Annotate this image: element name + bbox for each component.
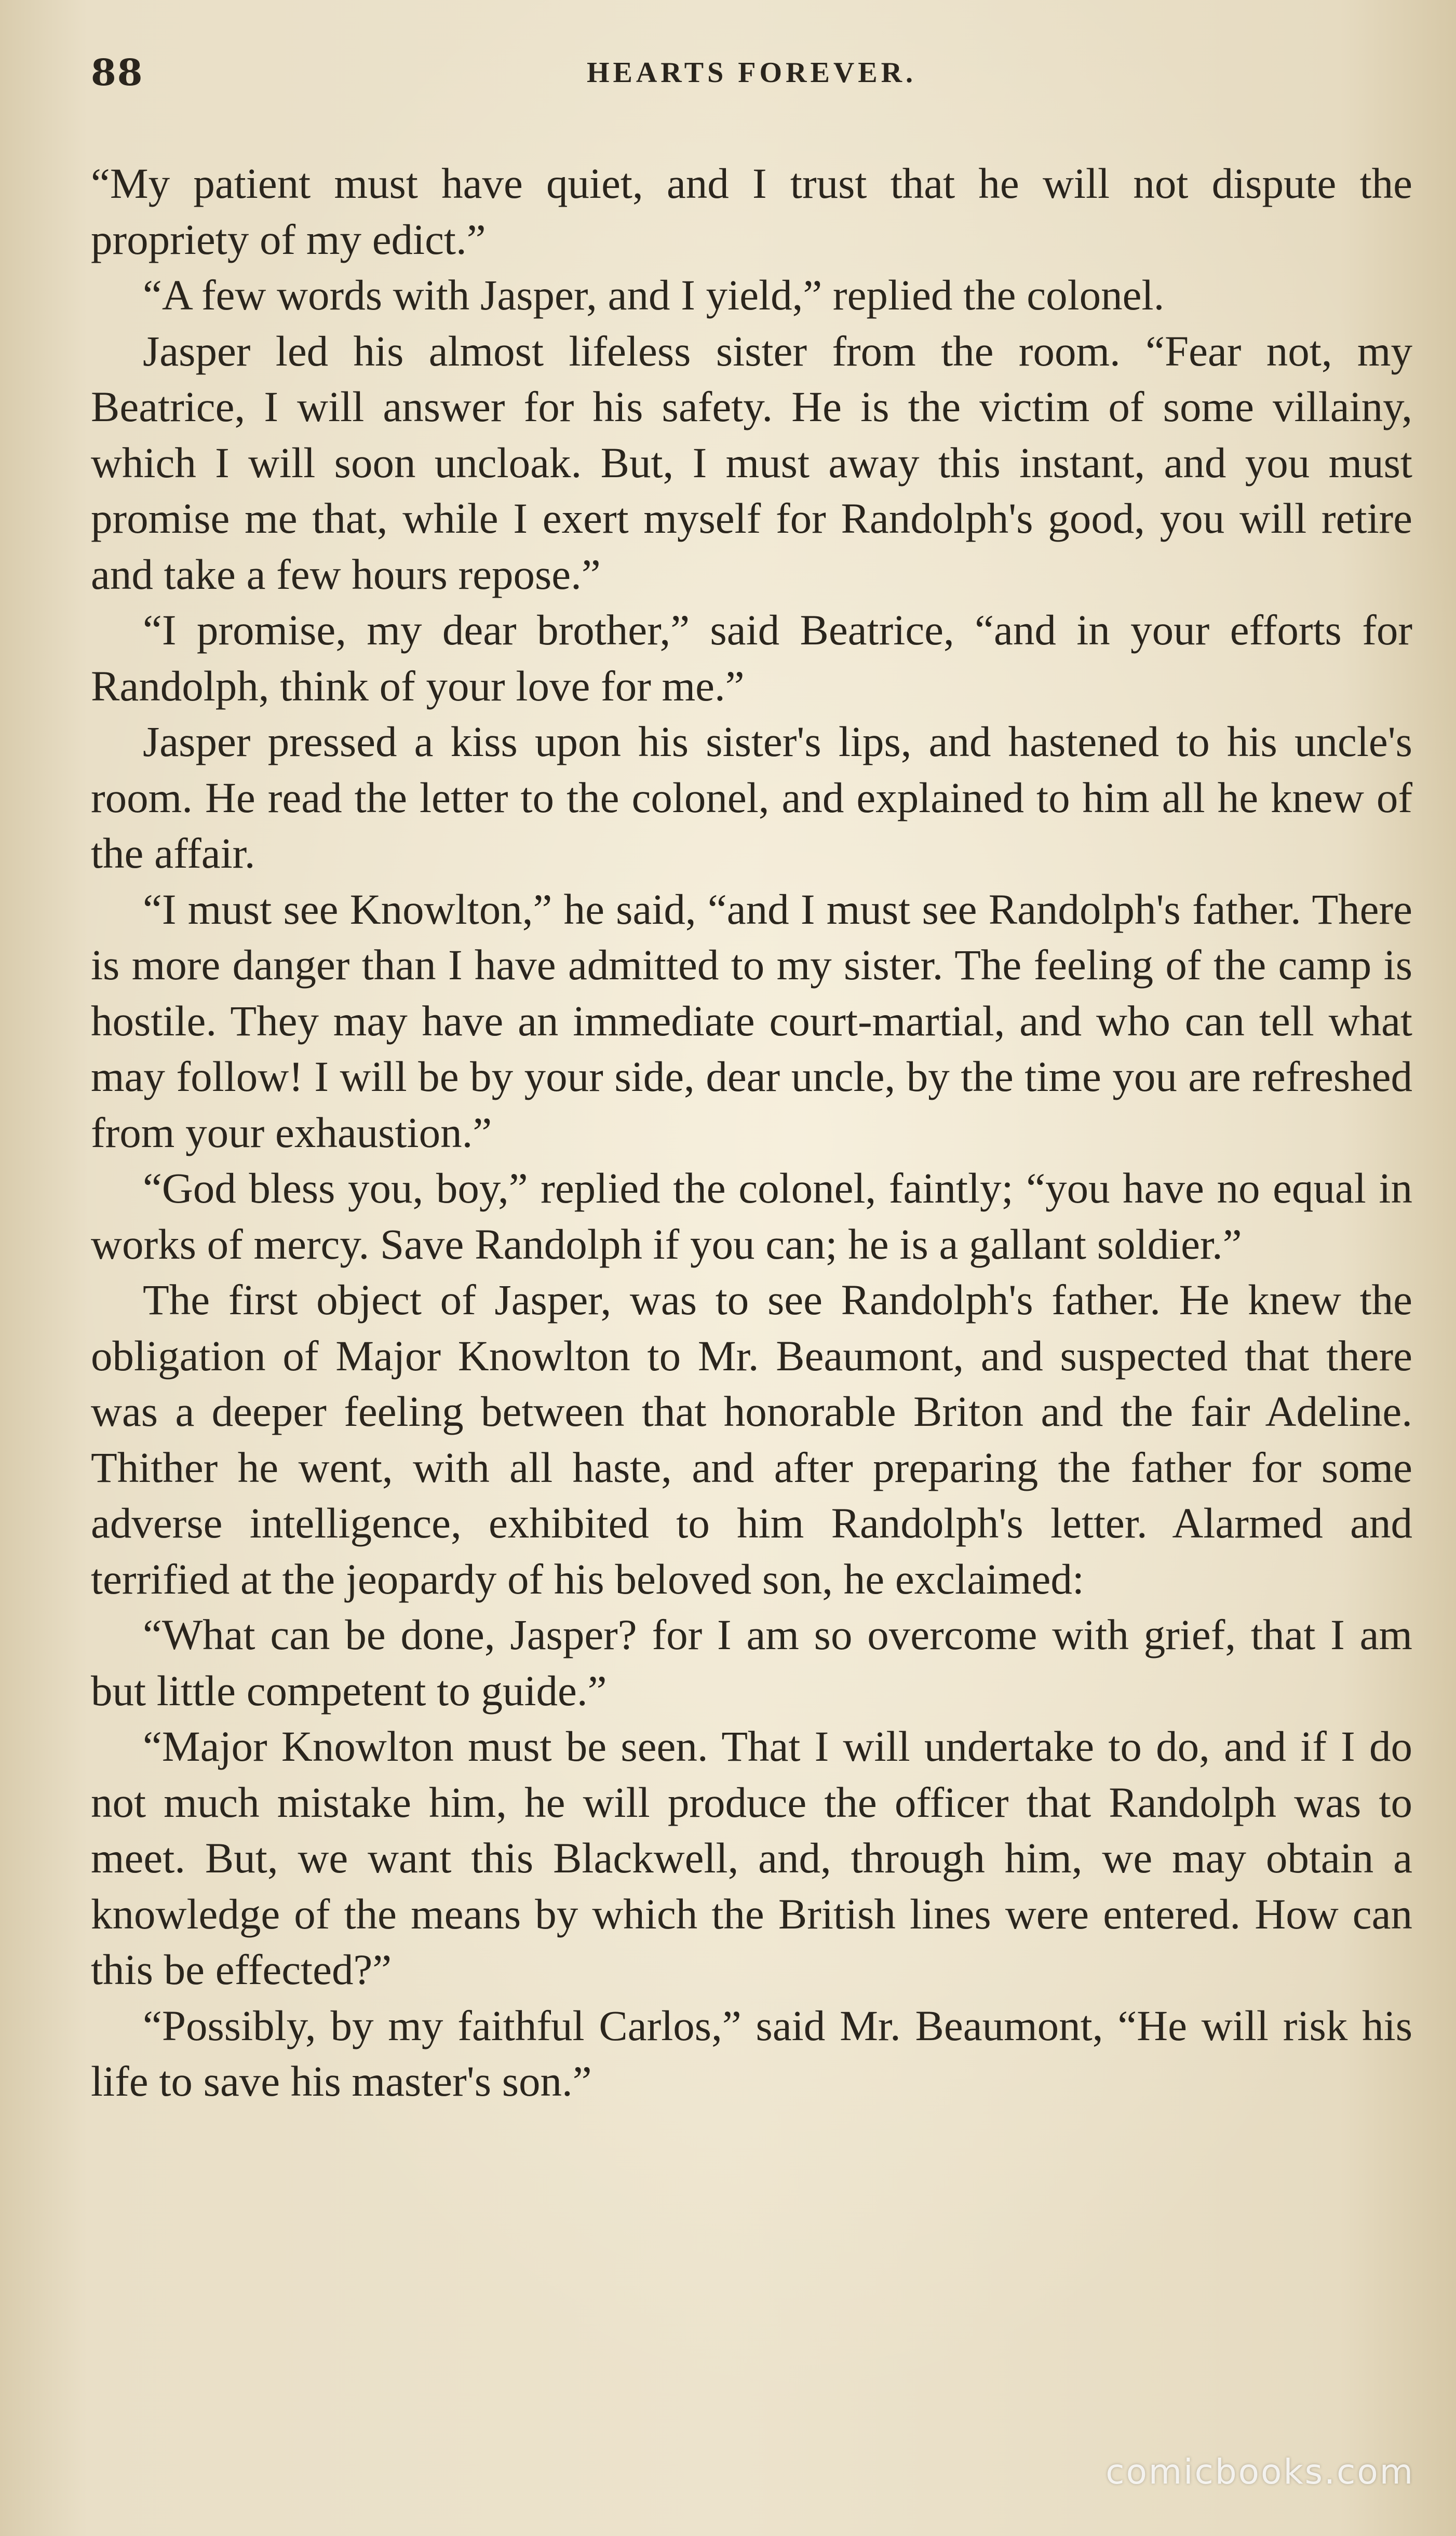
paragraph: “I must see Knowlton,” he said, “and I must see Randolph's father. There is more danger than I have admitted to my sister. The feeling of the camp is hostile. They may have an immediate court-martial, and who can tell what may follow! I will be by your side, dear uncle, by the time you are refreshed from your exhaustion.” (91, 885, 1412, 1156)
paragraph: “A few words with Jasper, and I yield,” replied the colonel. (143, 271, 1165, 319)
watermark: comicbooks.com (1106, 2452, 1414, 2492)
paragraph: “Possibly, by my faithful Carlos,” said Mr. Beaumont, “He will risk his life to save his master's son.” (91, 2001, 1412, 2105)
paragraph: “I promise, my dear brother,” said Beatrice, “and in your efforts for Randolph, think of your love for me.” (91, 606, 1412, 710)
running-title: HEARTS FOREVER. (586, 57, 917, 89)
paragraph: “My patient must have quiet, and I trust that he will not dispute the propriety of my edict.” (91, 159, 1412, 263)
paragraph: The first object of Jasper, was to see Randolph's father. He knew the obligation of Major Knowlton to Mr. Beaumont, and suspected that there was a deeper feeling between that honorable Briton and the fair Adeline. Thither he went, with all haste, and after preparing the father for some adverse intelligence, exhibited to him Randolph's letter. Alarmed and terrified at the jeopardy of his beloved son, he exclaimed: (91, 1276, 1412, 1603)
body-text (91, 156, 1412, 2110)
paragraph: Jasper pressed a kiss upon his sister's lips, and hastened to his uncle's room. He read the letter to the colonel, and explained to him all he knew of the affair. (91, 718, 1412, 877)
paragraph: Jasper led his almost lifeless sister from the room. “Fear not, my Beatrice, I will answer for his safety. He is the victim of some villainy, which I will soon uncloak. But, I must away this instant, and you must promise me that, while I exert myself for Randolph's good, you will retire and take a few hours repose.” (91, 327, 1412, 598)
page-number: 88 (91, 51, 144, 94)
paragraph: “Major Knowlton must be seen. That I will undertake to do, and if I do not much mistake him, he will produce the officer that Randolph was to meet. But, we want this Blackwell, and, through him, we may obtain a knowledge of the means by which the British lines were entered. How can this be effected?” (91, 1722, 1412, 1993)
paragraph: “What can be done, Jasper? for I am so overcome with grief, that I am but little competent to guide.” (91, 1611, 1412, 1715)
paragraph: “God bless you, boy,” replied the colonel, faintly; “you have no equal in works of mercy. Save Randolph if you can; he is a gallant soldier.” (91, 1164, 1412, 1268)
page-header (91, 49, 1412, 96)
